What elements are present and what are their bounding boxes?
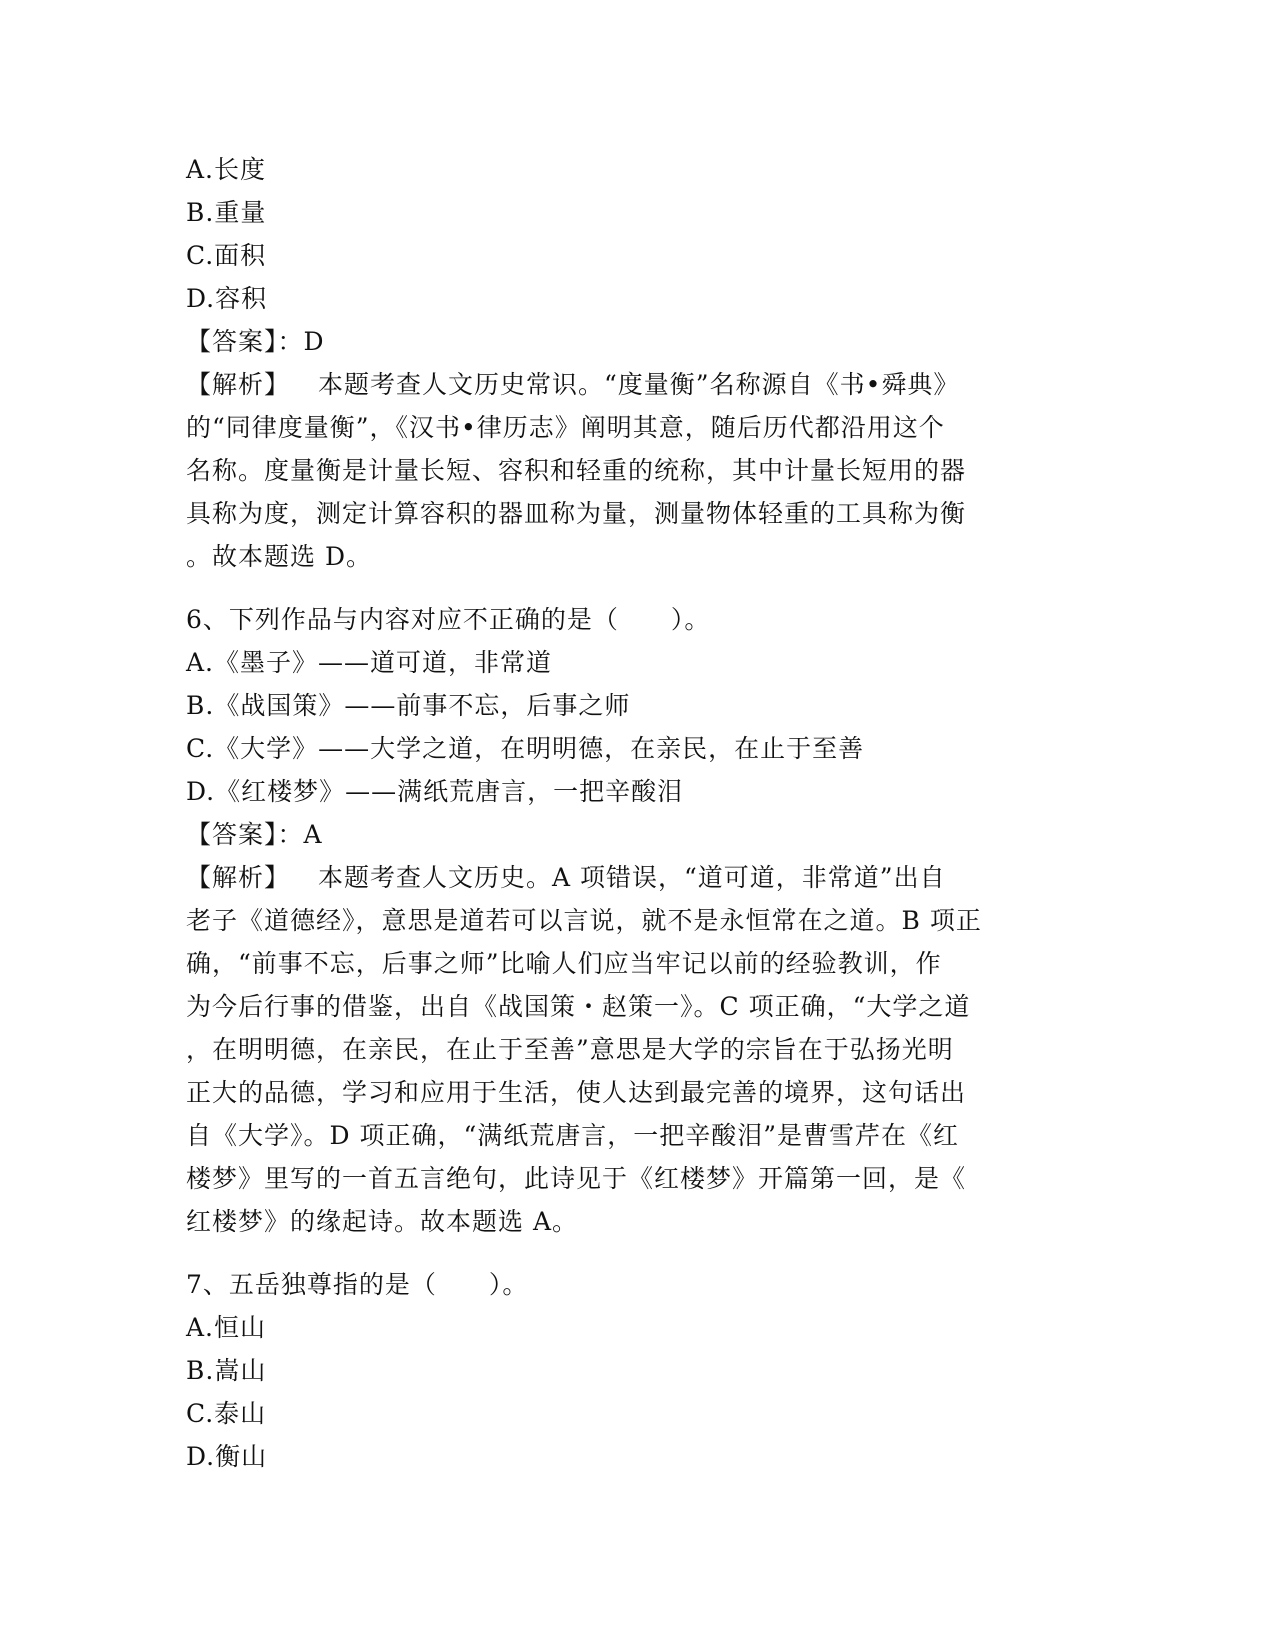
analysis-line: 自《大学》。D 项正确，“满纸荒唐言，一把辛酸泪”是曹雪芹在《红 bbox=[186, 1121, 960, 1150]
question-5 bbox=[186, 148, 1086, 578]
analysis-line: 正大的品德，学习和应用于生活，使人达到最完善的境界，这句话出 bbox=[186, 1078, 967, 1107]
option-a: A.《墨子》——道可道，非常道 bbox=[186, 648, 553, 677]
option-d: D.容积 bbox=[186, 284, 268, 313]
analysis-label: 【解析】 bbox=[186, 863, 291, 892]
analysis-paragraph bbox=[186, 856, 1086, 1243]
analysis-line: 的“同律度量衡”，《汉书•律历志》阐明其意，随后历代都沿用这个 bbox=[186, 413, 945, 442]
question-stem: 6、下列作品与内容对应不正确的是（ ）。 bbox=[186, 605, 711, 634]
option-c: C.泰山 bbox=[186, 1399, 267, 1428]
answer-label: 【答案】： bbox=[186, 820, 304, 849]
question-stem: 7、五岳独尊指的是（ ）。 bbox=[186, 1270, 529, 1299]
analysis-line: 【解析】 本题考查人文历史。A 项错误，“道可道，非常道”出自 bbox=[186, 863, 946, 892]
question-6 bbox=[186, 598, 1086, 1243]
analysis-line: 为今后行事的借鉴，出自《战国策・赵策一》。C 项正确，“大学之道 bbox=[186, 992, 971, 1021]
option-c: C.《大学》——大学之道，在明明德，在亲民，在止于至善 bbox=[186, 734, 865, 763]
analysis-paragraph bbox=[186, 363, 1086, 578]
option-d: D.衡山 bbox=[186, 1442, 268, 1471]
analysis-line: 【解析】 本题考查人文历史常识。“度量衡”名称源自《书•舜典》 bbox=[186, 370, 960, 399]
option-d: D.《红楼梦》——满纸荒唐言，一把辛酸泪 bbox=[186, 777, 684, 806]
option-a: A.长度 bbox=[186, 155, 267, 184]
answer-label: 【答案】： bbox=[186, 327, 304, 356]
option-a: A.恒山 bbox=[186, 1313, 267, 1342]
answer-value: A bbox=[303, 820, 323, 849]
analysis-line: 。故本题选 D。 bbox=[186, 542, 372, 571]
analysis-line: 具称为度，测定计算容积的器皿称为量，测量物体轻重的工具称为衡 bbox=[186, 499, 967, 528]
question-7 bbox=[186, 1263, 1086, 1478]
analysis-line: 确，“前事不忘，后事之师”比喻人们应当牢记以前的经验教训，作 bbox=[186, 949, 942, 978]
document-page bbox=[186, 148, 1086, 1478]
option-b: B.嵩山 bbox=[186, 1356, 267, 1385]
option-c: C.面积 bbox=[186, 241, 267, 270]
answer-line bbox=[186, 320, 1086, 363]
answer-line bbox=[186, 813, 1086, 856]
analysis-label: 【解析】 bbox=[186, 370, 291, 399]
analysis-line: 名称。度量衡是计量长短、容积和轻重的统称，其中计量长短用的器 bbox=[186, 456, 967, 485]
analysis-line: 老子《道德经》，意思是道若可以言说，就不是永恒常在之道。B 项正 bbox=[186, 906, 982, 935]
analysis-line: ，在明明德，在亲民，在止于至善”意思是大学的宗旨在于弘扬光明 bbox=[186, 1035, 954, 1064]
answer-value: D bbox=[303, 327, 325, 356]
analysis-line: 楼梦》里写的一首五言绝句，此诗见于《红楼梦》开篇第一回，是《 bbox=[186, 1164, 967, 1193]
analysis-line: 红楼梦》的缘起诗。故本题选 A。 bbox=[186, 1207, 579, 1236]
option-b: B.重量 bbox=[186, 198, 267, 227]
option-b: B.《战国策》——前事不忘，后事之师 bbox=[186, 691, 631, 720]
